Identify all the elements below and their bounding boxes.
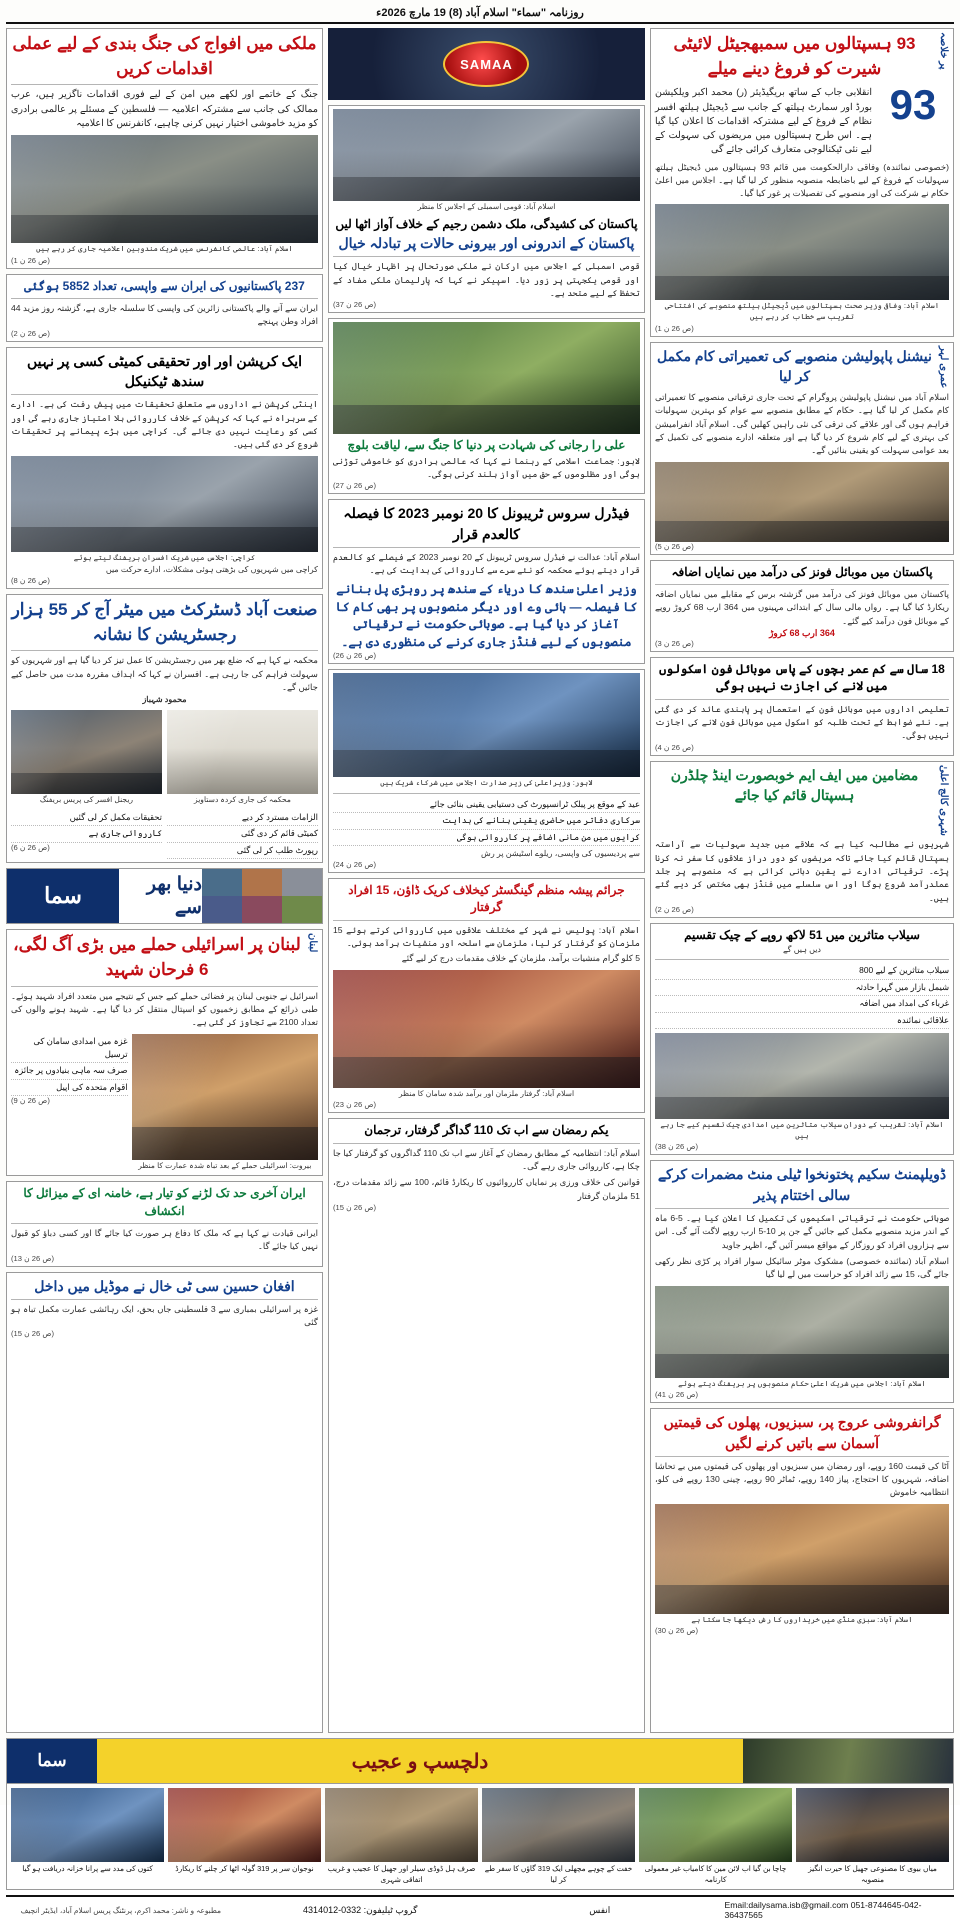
afghan-story [6, 1272, 323, 1733]
speech-photo [333, 322, 640, 434]
dilchasp-photo [639, 1788, 792, 1862]
hospital-body: شہریوں نے مطالبہ کیا ہے کہ علاقے میں جدید سہولیات سے آراستہ ہسپتال قائم کیا جائے تاکہ مریضوں کو دور دراز علاقوں کا سفر نہ کرنا پڑے۔ ترقیاتی ادارے نے یقین دہانی کرائی ہے کہ منصوبے پر جلد عملدرآمد شروع ہوگا اور اس سلسلے میں فنڈز بھی مختص کر دیے گئے ہیں۔ [654, 839, 949, 903]
pakhtunkhwa-body2: اسلام آباد (نمائندہ خصوصی) مشکوک موٹر سائیکل سوار افراد پر کڑی نظر رکھی جائے گی، 15 سے زائد افراد کو حراست میں لے لیا گیا [654, 1255, 949, 1280]
market-prices-story [650, 1408, 954, 1733]
lebanon-story [6, 929, 323, 1176]
lead-photo-right [655, 204, 949, 300]
dilchasp-caption: صرف ہل ڈوڈی سیلر اور جھیل کا عجیب و غریب اتفاقی شہری [327, 1864, 476, 1884]
tv-logo-disc: SAMAA [443, 41, 529, 87]
meeting-story [328, 669, 645, 873]
hospital-sidebar-label: شہری کالج اعلیٰ [938, 764, 949, 836]
tribunal-ref: (ص 26 ن 26) [332, 651, 377, 661]
crime-photo-caption: اسلام آباد: گرفتار ملزمان اور برآمد شدہ سامان کا منظر [398, 1088, 575, 1098]
pakhtunkhwa-body: صوبائی حکومت نے ترقیاتی اسکیموں کی تکمیل کا اعلان کیا ہے۔ 5-6 ماہ کے اندر مزید منصوبے مکمل کیے جائیں گے جن پر 10-5 ارب روپے لاگت آئے گی۔ اس سے ہزاروں افراد کو روزگار کے مواقع میسر آئیں گے، اظہر جاوید [654, 1213, 949, 1250]
pakhtunkhwa-photo-caption: اسلام آباد: اجلاس میں شریک اعلیٰ حکام منصوبوں پر بریفنگ دیتے ہوئے [678, 1378, 926, 1388]
tribunal-story [328, 499, 645, 664]
lead-sidebar-label: پر خلاصہ [938, 32, 949, 70]
lead-story-right [650, 28, 954, 337]
hospital-demand-story [650, 761, 954, 918]
mobile-import-ref: (ص 26 ن 3) [654, 638, 694, 648]
market-photo-caption: اسلام آباد: سبزی منڈی میں خریداروں کا رش دیکھا جا سکتا ہے [691, 1614, 913, 1624]
list-item: غزہ میں امدادی سامان کی ترسیل [11, 1034, 128, 1064]
footer-page-number: انفس [589, 1904, 611, 1915]
list-item [482, 1788, 635, 1885]
iran2-body: ایرانی قیادت نے کہا ہے کہ ملک کا دفاع ہر صورت کیا جائے گا اور کسی دباؤ کو قبول نہیں کیا جائے گا۔ [11, 1227, 318, 1252]
iran-headline: 237 پاکستانیوں کی ایران سے واپسی، تعداد 5852 ہوگئی [24, 278, 305, 293]
list-item: تحقیقات مکمل کر لی گئیں [11, 810, 162, 826]
crime-ref: (ص 26 ن 23) [332, 1100, 377, 1110]
ramadan-body: اسلام آباد: انتظامیہ کے مطابق رمضان کے آغاز سے اب تک 110 گداگروں کو گرفتار کیا جا چکا ہے، کارروائی جاری رہے گی۔ [332, 1147, 640, 1172]
commission-story [6, 347, 323, 589]
list-item [639, 1788, 792, 1885]
speech-ref: (ص 26 ن 27) [332, 481, 377, 491]
page-columns [6, 28, 954, 1733]
commission-headline: ایک کرپشن اور اور تحقیقی کمیٹی کسی پر نہیں سندھ ٹیکنیکل [27, 352, 302, 389]
banner-thumbnails [202, 869, 322, 923]
tv-logo [328, 28, 645, 100]
dilchasp-art [743, 1739, 953, 1783]
hospital-ref: (ص 26 ن 2) [654, 905, 694, 915]
assembly-body: قومی اسمبلی کے اجلاس میں ارکان نے ملکی صورتحال پر اظہار خیال کیا اور قومی یکجہتی پر زور دیا۔ اسپیکر نے کہا کہ پارلیمان ملکی مفاد کے تحفظ کے لیے متحد ہے۔ [332, 261, 640, 298]
ramadan-headline: یکم رمضان سے اب تک 110 گداگر گرفتار، ترجمان [364, 1123, 609, 1138]
lebanon-photo-caption: بیروت: اسرائیلی حملے کے بعد تباہ شدہ عمارت کا منظر [138, 1160, 312, 1170]
dilchasp-photo [796, 1788, 949, 1862]
dilchasp-caption: نوجوان سر پر 319 گولہ اٹھا کر چلنے کا ریکارڈ [175, 1864, 314, 1873]
afghan-headline: افغان حسین سی ٹی خال نے موڈیل میں داخل [34, 1277, 295, 1294]
lebanon-headline: لبنان پر اسرائیلی حملے میں بڑی آگ لگی، 6 فرحان شہید [13, 935, 301, 979]
market-headline: گرانفروشی عروج پر، سبزیوں، پھلوں کی قیمتیں آسمان سے باتیں کرنے لگیں [663, 1414, 941, 1451]
market-photo [655, 1504, 949, 1614]
lead-ref-left: (ص 26 ن 1) [11, 255, 50, 265]
list-item: غرباء کی امداد میں اضافہ [655, 996, 949, 1012]
gas-headline: صنعت آباد ڈسٹرکٹ میں میٹر آج کر 55 ہزار رجسٹریشن کا نشانہ [11, 600, 318, 644]
gas-photo-caption: ریجنل افسر کی پریس بریفنگ [39, 795, 134, 805]
list-item: سرکاری دفاتر میں حاضری یقینی بنانے کی ہدایت [333, 813, 640, 829]
iran-ref: (ص 26 ن 2) [11, 328, 50, 338]
mobile-import-headline: پاکستان میں موبائل فونز کی درآمد میں نمایاں اضافہ [671, 564, 933, 579]
list-item [168, 1788, 321, 1885]
speech-story [328, 318, 645, 494]
dilchasp-caption: خفت کے چوہے مچھلی ایک 319 گاؤں کا سفر طے کر لیا [484, 1864, 633, 1884]
school-mobile-headline: 18 سال سے کم عمر بچوں کے پاس موبائل فون اسکولوں میں لانے کی اجازت نہیں ہوگی [659, 661, 945, 694]
speech-body: لاہور: جماعت اسلامی کے رہنما نے کہا کہ عالمی برادری کو خاموشی توڑنی ہوگی اور مظلوموں کے حق میں آواز بلند کرنی ہوگی۔ [332, 455, 640, 479]
dilchasp-logo: سما [7, 1739, 97, 1783]
hospital-headline: مضامین میں ایف ایم خوبصورت اینڈ چلڈرن ہسپتال قائم کیا جائے [670, 766, 919, 803]
list-item: الزامات مسترد کر دیے [167, 810, 318, 826]
second-photo-right [655, 462, 949, 542]
banner-title: دنیا بھر سے [119, 869, 202, 923]
assembly-headline: پاکستان کے اندرونی اور بیرونی حالات پر تبادلہ خیال [338, 235, 635, 252]
gas-officer-photo [11, 710, 162, 794]
tribunal-body: اسلام آباد: عدالت نے فیڈرل سروس ٹریبونل کے 20 نومبر 2023 کے فیصلے کو کالعدم قرار دیتے ہوئے محکمہ کو نئے سرے سے کارروائی کی ہدایت کی ہے۔ [332, 551, 640, 576]
commission-photo [11, 456, 318, 552]
list-item: شیمل بازار میں گہرا حادثہ [655, 980, 949, 996]
gas-document-image [167, 710, 318, 794]
assembly-story [328, 105, 645, 313]
world-section-banner [6, 868, 323, 924]
gas-body: محکمہ نے کہا ہے کہ ضلع بھر میں رجسٹریشن کا عمل تیز کر دیا گیا ہے اور شہریوں کو سہولت فراہم کی جا رہی ہے۔ افسران نے کہا کہ اہداف مقررہ مدت میں حاصل کیے جائیں گے۔ [11, 655, 318, 693]
flood-subleft: دیں ہیں گے [782, 945, 821, 955]
pakhtunkhwa-story [650, 1160, 954, 1403]
meeting-photo [333, 673, 640, 777]
flood-ref: (ص 26 ن 38) [654, 1142, 699, 1152]
list-item [11, 1788, 164, 1885]
afghan-ref: (ص 26 ن 15) [11, 1329, 55, 1339]
list-item: رپورٹ طلب کر لی گئی [167, 843, 318, 859]
lead-photo-left [11, 135, 318, 243]
pakhtunkhwa-ref: (ص 26 ن 41) [654, 1390, 699, 1400]
footer-email[interactable]: Email:dailysama.isb@gmail.com 051-8744645-042-36437565 [724, 1900, 922, 1920]
assembly-photo-caption: اسلام آباد: قومی اسمبلی کے اجلاس کا منظر [417, 202, 556, 211]
page-footer [6, 1895, 954, 1920]
tv-logo-block [328, 28, 645, 100]
dilchasp-caption: چاچا بن گیا اب لائن مین کا کامیاب غیر معمولی کارنامہ [644, 1864, 787, 1884]
gas-official-name: محمود شہباز [142, 695, 187, 705]
ramadan-body3: قوانین کی خلاف ورزی پر نمایاں کارروائیوں کا ریکارڈ قائم، 100 سے زائد مقدمات درج، 51 ملزمان گرفتار [332, 1177, 640, 1201]
list-item: کارروائی جاری ہے [11, 826, 162, 842]
speech-headline: علی را رجانی کی شہادت پر دنیا کا جنگ سے، لیاقت بلوچ [347, 438, 626, 453]
assembly-photo [333, 109, 640, 201]
pakhtunkhwa-photo [655, 1286, 949, 1378]
flood-headline: سیلاب متاثرین میں 51 لاکھ روپے کے چیک تقسیم [684, 928, 920, 943]
list-item: سیلاب متاثرین کے لیے 800 [655, 963, 949, 979]
lead-headline-right: 93 ہسپتالوں میں سمبھجیٹل لائیٹی شیرت کو فروغ دینے میلے [673, 34, 916, 78]
footer-phone: گروپ ٹیلیفون: 0332-4314012 [303, 1904, 418, 1915]
gas-ref: (ص 26 ن 6) [10, 842, 50, 852]
school-mobile-ref: (ص 26 ن 4) [654, 742, 694, 752]
dilchasp-caption: کتوں کی مدد سے پرانا خزانہ دریافت ہو گیا [22, 1864, 153, 1873]
dilchasp-title: دلچسپ و عجیب [97, 1739, 743, 1783]
crime-headline: جرائم پیشہ منظم گینگسٹر کیخلاف کریک ڈاؤن، 15 افراد گرفتار [348, 882, 625, 915]
list-item: اقوام متحدہ کی اپیل [11, 1080, 128, 1096]
second-sidebar-label: عمری لہر [938, 345, 949, 389]
tribunal-headline: فیڈرل سروس ٹریبونل کا 20 نومبر 2023 کا فیصلہ کالعدم قرار [343, 505, 630, 542]
list-item: کمیٹی قائم کر دی گئی [167, 826, 318, 842]
lead-sub-left: جنگ کے خاتمے اور لکھے میں امن کے لیے فوری اقدامات ناگزیر ہیں، عرب ممالک کی جانب سے مشترکہ اعلامیہ — فلسطین کے مسئلے پر عالمی برادری کو مزید خاموشی اختیار نہیں کرنی چاہیے، کانفرنس کا اعلامیہ [11, 89, 318, 129]
column-right [650, 28, 954, 1733]
lead-photo-caption-right: اسلام آباد: وفاقی وزیر صحت ہسپتالوں میں ڈیجیٹل ہیلتھ منصوبے کی افتتاحی تقریب سے خطاب کر رہے ہیں [664, 301, 940, 322]
meeting-ref: (ص 26 ن 24) [332, 859, 377, 869]
flood-relief-story [650, 923, 954, 1155]
mobile-import-story [650, 560, 954, 652]
lead-ref-right: (ص 26 ن 1) [654, 323, 694, 333]
iran2-ref: (ص 26 ن 13) [11, 1253, 55, 1263]
dilchasp-section [6, 1738, 954, 1890]
second-story-right [650, 342, 954, 555]
assembly-ref: (ص 26 ن 37) [332, 300, 377, 310]
assembly-sub: پاکستان کی کشیدگی، ملک دشمن رجیم کے خلاف آواز اٹھا لیں [335, 216, 638, 231]
afghan-body: غزہ پر اسرائیلی بمباری سے 3 فلسطینی جاں بحق، ایک رہائشی عمارت مکمل تباہ ہو گئی [11, 1303, 318, 1328]
list-item: علاقائی نمائندہ [655, 1013, 949, 1029]
second-headline-right: نیشنل پاپولیشن منصوبے کی تعمیراتی کام مکمل کر لیا [657, 347, 932, 385]
meeting-sub: سے پردیسیوں کی واپسی، ریلوے اسٹیشن پر رش [481, 848, 640, 858]
ramadan-ref: (ص 26 ن 15) [332, 1202, 377, 1212]
school-mobile-body: تعلیمی اداروں میں موبائل فون کے استعمال پر پابندی عائد کر دی گئی ہے۔ نئے ضوابط کے تحت طلبہ کو اسکول میں موبائل فون لانے کی اجازت نہیں ہوگی۔ [654, 703, 949, 741]
market-body: آٹا کی قیمت 160 روپے، اور رمضان میں سبزیوں اور پھلوں کی قیمتوں میں بے تحاشا اضافہ، شہریوں کا احتجاج، پیاز 140 روپے، ٹماٹر 90 روپے، چینی 130 روپے فی کلو، انتظامیہ خاموش [654, 1460, 950, 1498]
flood-photo-caption: اسلام آباد: تقریب کے دوران سیلاب متاثرین میں امدادی چیک تقسیم کیے جا رہے ہیں [660, 1120, 944, 1140]
masthead: روزنامہ "سماء" اسلام آباد (8) 19 مارچ 2026ء [6, 4, 954, 24]
crime-body2: 5 کلو گرام منشیات برآمد، ملزمان کے خلاف مقدمات درج کر لیے گئے [401, 953, 640, 964]
dilchasp-header [6, 1738, 954, 1784]
dilchasp-photo [482, 1788, 635, 1862]
column-left [6, 28, 323, 1733]
column-middle [328, 28, 645, 1733]
dilchasp-caption: میاں بیوی کا مصنوعی جھیل کا حیرت انگیز منصوبہ [808, 1864, 937, 1884]
dilchasp-grid [6, 1784, 954, 1890]
commission-body: اینٹی کرپشن نے اداروں سے متعلق تحقیقات میں پیش رفت کی ہے۔ ادارے کے سربراہ نے کہا کہ کرپشن کے خلاف کارروائی بلا امتیاز جاری رہے گی اور کسی کو رعایت نہیں دی جائے گی۔ کراچی میں بڑے پیمانے پر تحقیقات شروع کر دی گئی ہیں۔ [11, 399, 318, 450]
list-item: صرف سہ ماہی بنیادوں پر جائزہ [11, 1063, 128, 1079]
dilchasp-photo [325, 1788, 478, 1862]
iran-body: ایران سے آنے والے پاکستانی زائرین کی واپسی کا سلسلہ جاری ہے، گزشتہ روز مزید 44 افراد وطن پہنچے [11, 303, 318, 327]
gas-doc-caption: محکمہ کی جاری کردہ دستاویز [194, 795, 291, 805]
school-mobile-story [650, 657, 954, 756]
footer-imprint: مطبوعہ و ناشر: محمد اکرم، پرنٹنگ پریس اسلام آباد، ایڈیٹر انچیف [20, 1905, 221, 1915]
market-ref: (ص 26 ن 30) [654, 1626, 699, 1636]
meeting-photo-caption: لاہور: وزیراعلیٰ کی زیر صدارت اجلاس میں شرکاء شریک ہیں [380, 778, 593, 788]
list-item [325, 1788, 478, 1885]
lead-body-right: (خصوصی نمائندہ) وفاقی دارالحکومت میں قائم 93 ہسپتالوں میں ڈیجیٹل ہیلتھ سہولیات کے فروغ کے لیے باضابطہ منصوبہ منظور کر لیا گیا ہے۔ اجلاس میں اعلیٰ حکام نے شرکت کی اور منصوبے کی تفصیلات پر غور کیا گیا۔ [654, 161, 950, 199]
lead-subtext-right: انقلابی جاب کے ساتھ بریگیڈیئر (ر) محمد اکبر ویلکیشن بورڈ اور سمارٹ ہیلتھ کے جانب سے ڈیجیٹل ہیلتھ افسر نظام کے فروغ کے لیے مشترکہ اقدامات کا اعلان کیا گیا ہے۔ اس طرح ہسپتالوں میں مریضوں کی سہولت کے لیے نئی ٹیکنالوجی متعارف کرائی جائے گی [654, 87, 872, 156]
mobile-import-body: پاکستان میں موبائل فونز کی درآمد میں گزشتہ برس کے مقابلے میں نمایاں اضافہ ریکارڈ کیا گیا ہے۔ رواں مالی سال کے ابتدائی مہینوں میں 364 ارب 68 کروڑ روپے کے موبائل فون درآمد کیے گئے۔ [654, 588, 949, 626]
lebanon-tag: لبنان [306, 933, 318, 953]
crime-photo [333, 970, 640, 1088]
commission-photo-caption: کراچی: اجلاس میں شریک افسران بریفنگ لیتے ہوئے [73, 552, 256, 562]
second-ref-right: (ص 26 ن 5) [654, 541, 694, 551]
iran-return-story [6, 274, 323, 342]
mobile-import-stat: 364 ارب 68 کروڑ [769, 627, 835, 638]
lebanon-body: اسرائیل نے جنوبی لبنان پر فضائی حملے کیے جس کے نتیجے میں متعدد افراد شہید ہوئے۔ طبی ذرائع کے مطابق زخمیوں کو اسپتال منتقل کر دیا گیا ہے۔ شہید ہونے والوں کی تعداد 2100 سے تجاوز کر گئی ہے۔ [11, 990, 318, 1028]
flood-photo [655, 1033, 949, 1119]
dilchasp-photo [11, 1788, 164, 1862]
commission-ref: (ص 26 ن 8) [11, 576, 50, 586]
crime-body: اسلام آباد: پولیس نے شہر کے مختلف علاقوں میں کارروائی کرتے ہوئے 15 ملزمان کو گرفتار کر لیا، ملزمان سے اسلحہ اور منشیات برآمد ہوئی۔ [332, 924, 640, 949]
ramadan-story [328, 1118, 645, 1733]
tribunal-sub-headline: وزیر اعلیٰ سندھ کا دریاء کے سندھ پر روہڑی پل بنانے کا فیصلہ — ہائی وے اور دیگر منصوبوں پر بھی کام کا آغاز کر دیا گیا ہے۔ صوبائی حکومت نے ترقیاتی منصوبوں کے لیے فنڈز جاری کرنے کی منظوری دی ہے۔ [335, 582, 638, 649]
iran-defense-story [6, 1181, 323, 1266]
list-item [796, 1788, 949, 1885]
gas-registration-story [6, 594, 323, 863]
list-item: کرایوں میں من مانی اضافے پر کارروائی ہوگی [333, 830, 640, 846]
lead-headline-left: ملکی میں افواج کی جنگ بندی کے لیے عملی اقدامات کریں [12, 34, 317, 78]
second-body-right: اسلام آباد میں نیشنل پاپولیشن پروگرام کے تحت جاری ترقیاتی منصوبے کا تعمیراتی کام مکمل کر لیا گیا ہے۔ حکام کے مطابق منصوبے سے عوام کو بہترین سہولیات فراہم ہوں گی اور علاقے کی ترقی کی نئی راہیں کھلیں گی۔ اسلام آباد انفرامیشن کی بہتری کے لیے کام شروع کر دیا گیا ہے اور متعلقہ ادارے منصوبے کی تکمیل کے بعد عوامی سہولت کو یقینی بنائیں گے۔ [654, 392, 949, 456]
lebanon-photo [132, 1034, 318, 1160]
lead-big-number: 93 [889, 81, 937, 129]
crime-story [328, 878, 645, 1113]
pakhtunkhwa-headline: ڈویلپمنٹ سکیم پختونخوا ٹیلی منٹ مضمرات کرکے سالی اختتام پذیر [657, 1166, 947, 1203]
commission-sub: کراچی میں شہریوں کی بڑھتی ہوئی مشکلات، ادارے حرکت میں [105, 565, 318, 575]
lead-story-left [6, 28, 323, 269]
list-item: عید کے موقع پر پبلک ٹرانسپورٹ کی دستیابی یقینی بنائی جائے [333, 797, 640, 813]
iran2-headline: ایران آخری حد تک لڑنے کو تیار ہے، خامنہ ای کے میزائل کا انکشاف [23, 1186, 306, 1218]
lead-photo-caption-left: اسلام آباد: عالمی کانفرنس میں شریک مندوبین اعلامیہ جاری کر رہے ہیں [36, 244, 293, 254]
lebanon-ref: (ص 26 ن 9) [11, 1096, 50, 1106]
samaa-logo: سما [7, 869, 119, 923]
dilchasp-photo [168, 1788, 321, 1862]
